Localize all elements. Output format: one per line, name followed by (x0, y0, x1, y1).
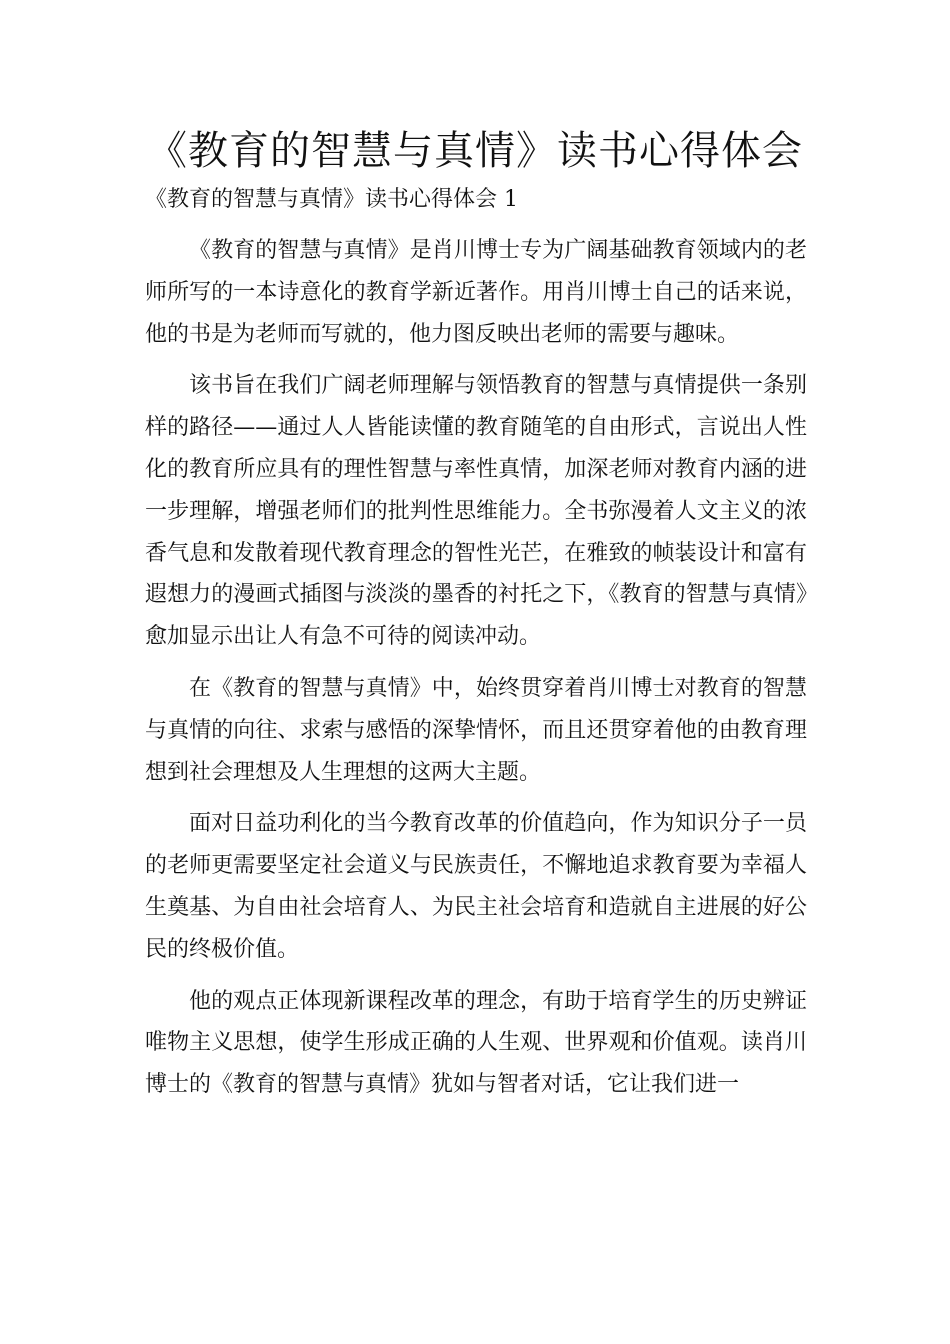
paragraph: 面对日益功利化的当今教育改革的价值趋向，作为知识分子一员的老师更需要坚定社会道义与民族责任，不懈地追求教育要为幸福人生奠基、为自由社会培育人、为民主社会培育和造就自主进展的好公民的终极价值。 (145, 811, 807, 962)
paragraph: 他的观点正体现新课程改革的理念，有助于培育学生的历史辨证唯物主义思想，使学生形成正确的人生观、世界观和价值观。读肖川博士的《教育的智慧与真情》犹如与智者对话，它让我们进一 (145, 988, 807, 1098)
document-title: 《教育的智慧与真情》读书心得体会 (147, 128, 803, 174)
document-body (145, 230, 807, 1116)
paragraph: 该书旨在我们广阔老师理解与领悟教育的智慧与真情提供一条别样的路径——通过人人皆能读懂的教育随笔的自由形式，言说出人性化的教育所应具有的理性智慧与率性真情，加深老师对教育内涵的进一步理解，增强老师们的批判性思维能力。全书弥漫着人文主义的浓香气息和发散着现代教育理念的智性光芒，在雅致的帧装设计和富有遐想力的漫画式插图与淡淡的墨香的衬托之下，《教育的智慧与真情》愈加显示出让人有急不可待的阅读冲动。 (145, 373, 807, 650)
paragraph: 在《教育的智慧与真情》中，始终贯穿着肖川博士对教育的智慧与真情的向往、求索与感悟的深挚情怀，而且还贯穿着他的由教育理想到社会理想及人生理想的这两大主题。 (145, 675, 807, 785)
paragraph: 《教育的智慧与真情》是肖川博士专为广阔基础教育领域内的老师所写的一本诗意化的教育学新近著作。用肖川博士自己的话来说，他的书是为老师而写就的，他力图反映出老师的需要与趣味。 (145, 238, 807, 347)
document-subtitle: 《教育的智慧与真情》读书心得体会 1 (145, 187, 518, 212)
